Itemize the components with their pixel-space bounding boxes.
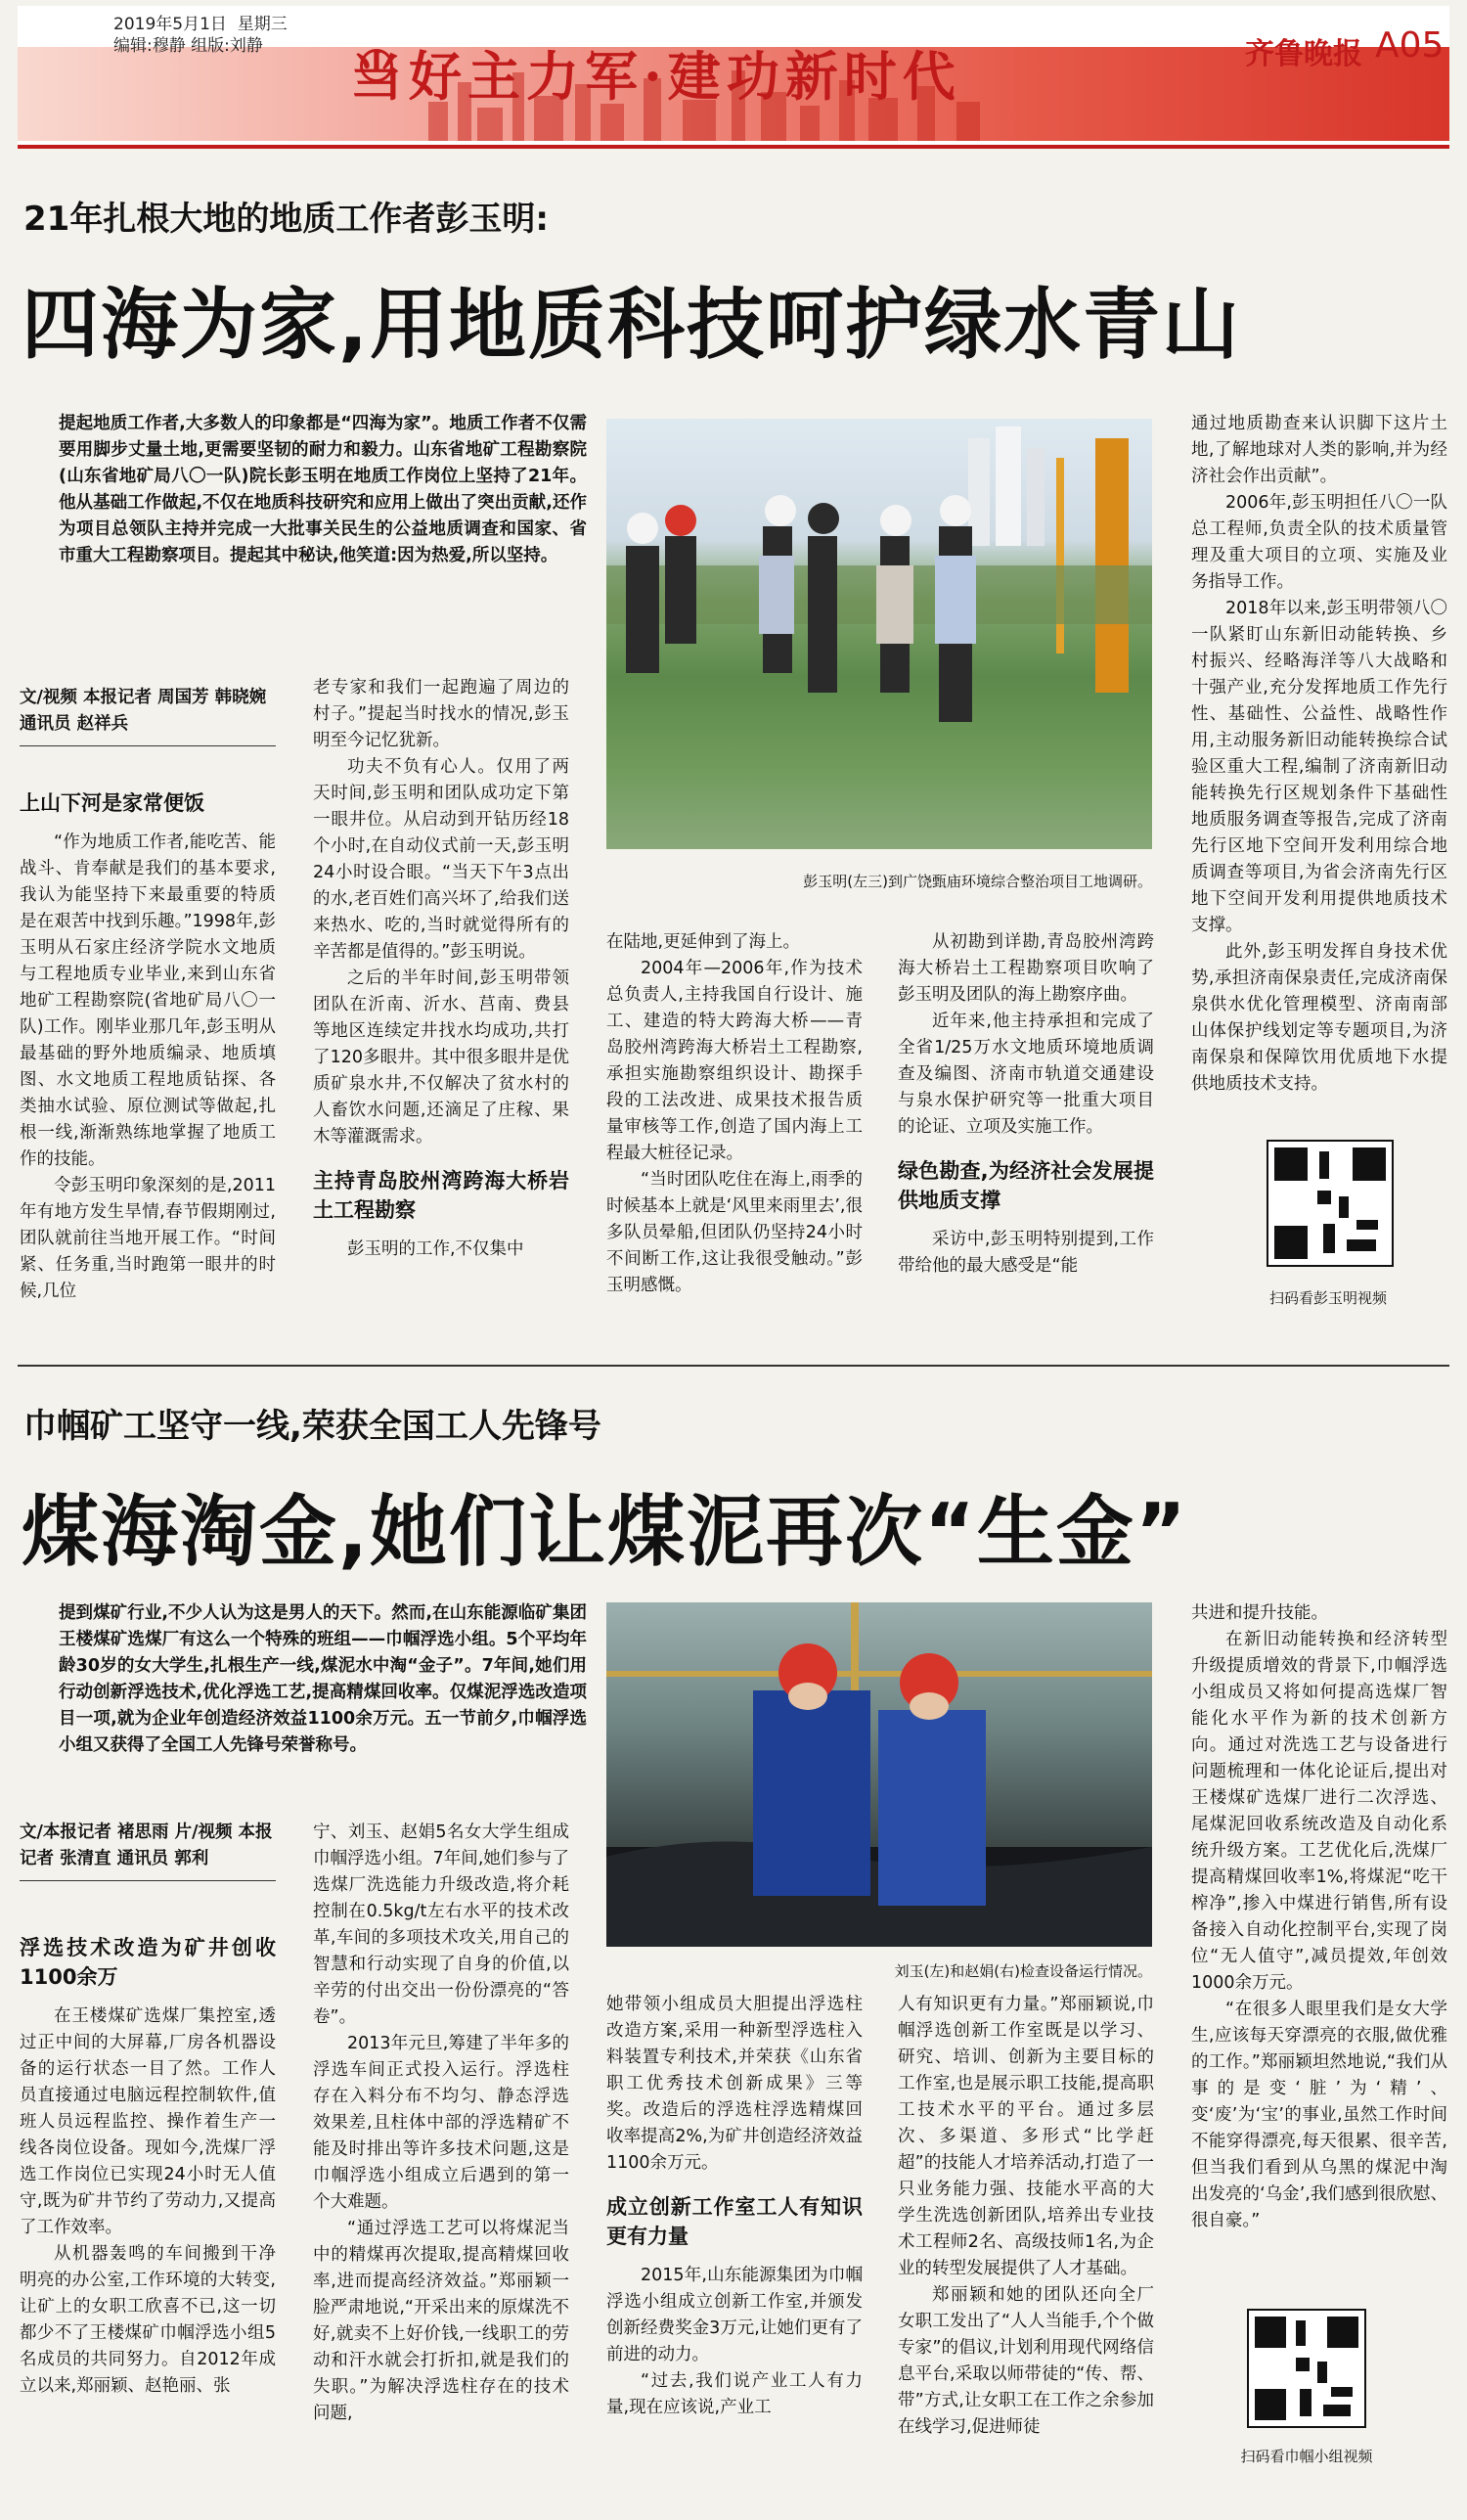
page-number: A05 xyxy=(1375,25,1445,66)
paragraph: 在陆地,更延伸到了海上。 xyxy=(606,932,801,952)
paragraph: 通过地质勘查来认识脚下这片土地,了解地球对人类的影响,并为经济社会作出贡献”。 xyxy=(1191,414,1447,486)
paragraph: 共进和提升技能。 xyxy=(1191,1603,1328,1623)
paragraph: 在王楼煤矿选煤厂集控室,透过正中间的大屏幕,厂房各机器设备的运行状态一目了然。工作人员直接通过电脑远程控制软件,值班人员远程监控、操作着生产一线各岗位设备。现如今,洗煤厂浮选工作岗位已实现24小时无人值守,既为矿井节约了劳动力,又提高了工作效率。 xyxy=(20,2006,276,2237)
paragraph: 功夫不负有心人。仅用了两天时间,彭玉明和团队成功定下第一眼井位。从启动到开钻历经18个小时,在自动仪式前一天,彭玉明24小时设合眼。“当天下午3点出的水,老百姓们高兴坏了,给我们送来热水、吃的,当时就觉得所有的辛苦都是值得的。”彭玉明说。 xyxy=(313,757,569,962)
paragraph: 郑丽颖和她的团队还向全厂女职工发出了“人人当能手,个个做专家”的倡议,计划利用现代网络信息平台,采取以师带徒的“传、帮、带”方式,让女职工在工作之余参加在线学习,促进师徒 xyxy=(898,2285,1154,2437)
story2-photo-scene xyxy=(606,1602,1152,1947)
section-divider xyxy=(18,1365,1449,1367)
story2-column-4 xyxy=(898,1992,1154,2504)
paragraph: “在很多人眼里我们是女大学生,应该每天穿漂亮的衣服,做优雅的工作。”郑丽颖坦然地说,“我们从事的是变‘脏’为‘精’、变‘废’为‘宝’的事业,虽然工作时间不能穿得漂亮,每天很累、很辛苦,但当我们看到从乌黑的煤泥中淘出发亮的‘乌金’,我们感到很欣慰、很自豪。” xyxy=(1191,2000,1447,2230)
paragraph: 彭玉明的工作,不仅集中 xyxy=(347,1239,524,1259)
story2-column-5 xyxy=(1191,1600,1447,2305)
page-slogan: 当好主力军·建功新时代 xyxy=(350,45,961,108)
story1-photo-scene xyxy=(606,419,1152,849)
paragraph: 从机器轰鸣的车间搬到干净明亮的办公室,工作环境的大转变,让矿上的女职工欣喜不已,这一切都少不了王楼煤矿巾帼浮选小组5名成员的共同努力。自2012年成立以来,郑丽颖、赵艳丽、张 xyxy=(20,2244,276,2396)
masthead xyxy=(18,6,1449,149)
story2-lede: 提到煤矿行业,不少人认为这是男人的天下。然而,在山东能源临矿集团王楼煤矿选煤厂有这么一个特殊的班组——巾帼浮选小组。5个平均年龄30岁的女大学生,扎根生产一线,煤泥水中淘“金子”。7年间,她们用行动创新浮选技术,优化浮选工艺,提高精煤回收率。仅煤泥浮选改造项目一项,就为企业年创造经济效益1100余万元。五一节前夕,巾帼浮选小组又获得了全国工人先锋号荣誉称号。 xyxy=(59,1603,587,1755)
editor-credits: 编辑:穆静 组版:刘静 xyxy=(113,36,263,56)
paragraph: 令彭玉明印象深刻的是,2011年有地方发生旱情,春节假期刚过,团队就前往当地开展工作。“时间紧、任务重,当时跑第一眼井的时候,几位 xyxy=(20,1176,276,1301)
story1-kicker: 21年扎根大地的地质工作者彭玉明: xyxy=(23,200,549,239)
paragraph: “通过浮选工艺可以将煤泥当中的精煤再次提取,提高精煤回收率,进而提高经济效益。”郑丽颖一脸严肃地说,“开采出来的原煤洗不好,就卖不上好价钱,一线职工的劳动和汗水就会打折扣,就是我们的失职。”为解决浮选柱存在的技术问题, xyxy=(313,2219,569,2423)
paragraph: 之后的半年时间,彭玉明带领团队在沂南、沂水、莒南、费县等地区连续定井找水均成功,共打了120多眼井。其中很多眼井是优质矿泉水井,不仅解决了贫水村的人畜饮水问题,还滴足了庄稼、果木等灌溉需求。 xyxy=(313,968,569,1147)
story1-photo xyxy=(606,419,1152,849)
paragraph: 她带领小组成员大胆提出浮选柱改造方案,采用一种新型浮选柱入料装置专利技术,并荣获《山东省职工优秀技术创新成果》三等奖。改造后的浮选柱浮选精煤回收率提高2%,为矿井创造经济效益1100余万元。 xyxy=(606,1995,863,2173)
subheading: 主持青岛胶州湾跨海大桥岩土工程勘察 xyxy=(313,1169,569,1222)
story2-column-1 xyxy=(20,1917,276,2504)
issue-weekday: 星期三 xyxy=(237,15,288,34)
story1-byline: 文/视频 本报记者 周国芳 韩晓婉 通讯员 赵祥兵 xyxy=(20,685,276,746)
story1-photo-caption: 彭玉明(左三)到广饶甄庙环境综合整治项目工地调研。 xyxy=(803,873,1152,890)
subheading: 浮选技术改造为矿井创收1100余万 xyxy=(20,1936,276,1989)
paragraph: 2015年,山东能源集团为巾帼浮选小组成立创新工作室,并颁发创新经费奖金3万元,让她们更有了前进的动力。 xyxy=(606,2266,863,2364)
paragraph: 从初勘到详勘,青岛胶州湾跨海大桥岩土工程勘察项目吹响了彭玉明及团队的海上勘察序曲。 xyxy=(898,932,1154,1005)
story2-headline: 煤海淘金,她们让煤泥再次“生金” xyxy=(22,1487,1188,1577)
paragraph: 老专家和我们一起跑遍了周边的村子。”提起当时找水的情况,彭玉明至今记忆犹新。 xyxy=(313,678,569,750)
paragraph: 近年来,他主持承担和完成了全省1/25万水文地质环境地质调查及编图、济南市轨道交通建设与泉水保护研究等一批重大项目的论证、立项及实施工作。 xyxy=(898,1012,1154,1137)
story1-headline: 四海为家,用地质科技呵护绿水青山 xyxy=(22,280,1242,370)
paragraph: 在新旧动能转换和经济转型升级提质增效的背景下,巾帼浮选小组成员又将如何提高选煤厂智能化水平作为新的技术创新方向。通过对洗选工艺与设备进行问题梳理和一体化论证后,提出对王楼煤矿选煤厂进行二次浮选、尾煤泥回收系统改造及自动化系统升级方案。工艺优化后,洗煤厂提高精煤回收率1%,将煤泥“吃干榨净”,掺入中煤进行销售,所有设备接入自动化控制平台,实现了岗位“无人值守”,减员提效,年创效1000余万元。 xyxy=(1191,1630,1447,1993)
story2-photo-caption: 刘玉(左)和赵娟(右)检查设备运行情况。 xyxy=(894,1962,1152,1980)
story1-column-2 xyxy=(313,675,569,1321)
paragraph: 2006年,彭玉明担任八〇一队总工程师,负责全队的技术质量管理及重大项目的立项、实施及业务指导工作。 xyxy=(1191,493,1447,592)
story2-byline: 文/本报记者 褚思雨 片/视频 本报记者 张清直 通讯员 郭利 xyxy=(20,1820,276,1881)
paragraph: 此外,彭玉明发挥自身技术优势,承担济南保泉责任,完成济南保泉供水优化管理模型、济南南部山体保护线划定等专题项目,为济南保泉和保障饮用优质地下水提供地质技术支持。 xyxy=(1191,942,1447,1094)
story1-qr-caption: 扫码看彭玉明视频 xyxy=(1268,1289,1387,1307)
story2-kicker: 巾帼矿工坚守一线,荣获全国工人先锋号 xyxy=(23,1407,601,1446)
story1-column-4 xyxy=(898,929,1154,1321)
subheading: 上山下河是家常便饭 xyxy=(20,791,204,815)
subheading: 成立创新工作室工人有知识更有力量 xyxy=(606,2195,863,2248)
paragraph: 人有知识更有力量。”郑丽颖说,巾帼浮选创新工作室既是以学习、研究、培训、创新为主要目标的工作室,也是展示职工技能,提高职工技术水平的平台。通过多层次、多渠道、多形式“比学赶超”的技能人才培养活动,打造了一只业务能力强、技能水平高的大学生洗选创新团队,培养出专业技术工程师2名、高级技师1名,为企业的转型发展提供了人才基础。 xyxy=(898,1995,1154,2278)
paragraph: 2004年—2006年,作为技术总负责人,主持我国自行设计、施工、建造的特大跨海大桥——青岛胶州湾跨海大桥岩土工程勘察,承担实施勘察组织设计、勘探手段的工法改进、成果技术报告质量审核等工作,创造了国内海上工程最大桩径记录。 xyxy=(606,959,863,1163)
story2-qr-caption: 扫码看巾帼小组视频 xyxy=(1240,2448,1373,2465)
story1-column-5 xyxy=(1191,411,1447,1135)
story2-column-2 xyxy=(313,1820,569,2504)
story2-qr-code[interactable] xyxy=(1247,2309,1366,2428)
story2-column-3 xyxy=(606,1992,863,2504)
story1-qr-code[interactable] xyxy=(1267,1140,1394,1267)
issue-date: 2019年5月1日 xyxy=(113,15,227,34)
paragraph: “当时团队吃住在海上,雨季的时候基本上就是‘风里来雨里去’,很多队员晕船,但团队仍坚持24小时不间断工作,这让我很受触动。”彭玉明感慨。 xyxy=(606,1170,863,1295)
subheading: 绿色勘查,为经济社会发展提供地质支撑 xyxy=(898,1159,1154,1212)
story1-column-1 xyxy=(20,773,276,1321)
story1-column-3 xyxy=(606,929,863,1321)
paragraph: 2018年以来,彭玉明带领八〇一队紧盯山东新旧动能转换、乡村振兴、经略海洋等八大战略和十强产业,充分发挥地质工作先行性、基础性、公益性、战略性作用,主动服务新旧动能转换综合试验区重大工程,编制了济南新旧动能转换先行区规划条件下基础性地质服务调查等报告,完成了济南先行区地下空间开发利用综合地质调查等项目,为省会济南先行区地下空间开发利用提供地质技术支撑。 xyxy=(1191,599,1447,935)
paragraph: “作为地质工作者,能吃苦、能战斗、肯奉献是我们的基本要求,我认为能坚持下来最重要的特质是在艰苦中找到乐趣。”1998年,彭玉明从石家庄经济学院水文地质与工程地质专业毕业,来到山东省地矿工程勘察院(省地矿局八〇一队)工作。刚毕业那几年,彭玉明从最基础的野外地质编录、地质填图、水文地质工程地质钻探、各类抽水试验、原位测试等做起,扎根一线,渐渐熟练地掌握了地质工作的技能。 xyxy=(20,832,276,1169)
paragraph: 宁、刘玉、赵娟5名女大学生组成巾帼浮选小组。7年间,她们参与了选煤厂洗选能力升级改造,将介耗控制在0.5kg/t左右水平的技术改革,车间的多项技术攻关,用自己的智慧和行动实现了自身的价值,以辛劳的付出交出一份份漂亮的“答卷”。 xyxy=(313,1822,569,2027)
newspaper-name: 齐鲁晚报 xyxy=(1245,37,1362,71)
story2-photo xyxy=(606,1602,1152,1947)
story1-lede: 提起地质工作者,大多数人的印象都是“四海为家”。地质工作者不仅需要用脚步丈量土地,更需要坚韧的耐力和毅力。山东省地矿工程勘察院(山东省地矿局八〇一队)院长彭玉明在地质工作岗位上坚持了21年。他从基础工作做起,不仅在地质科技研究和应用上做出了突出贡献,还作为项目总领队主持并完成一大批事关民生的公益地质调查和国家、省市重大工程勘察项目。提起其中秘诀,他笑道:因为热爱,所以坚持。 xyxy=(59,414,587,565)
paragraph: 采访中,彭玉明特别提到,工作带给他的最大感受是“能 xyxy=(898,1230,1154,1276)
paragraph: “过去,我们说产业工人有力量,现在应该说,产业工 xyxy=(606,2371,863,2417)
paragraph: 2013年元旦,筹建了半年多的浮选车间正式投入运行。浮选柱存在入料分布不均匀、静态浮选效果差,且柱体中部的浮选精矿不能及时排出等许多技术问题,这是巾帼浮选小组成立后遇到的第一个大难题。 xyxy=(313,2034,569,2212)
